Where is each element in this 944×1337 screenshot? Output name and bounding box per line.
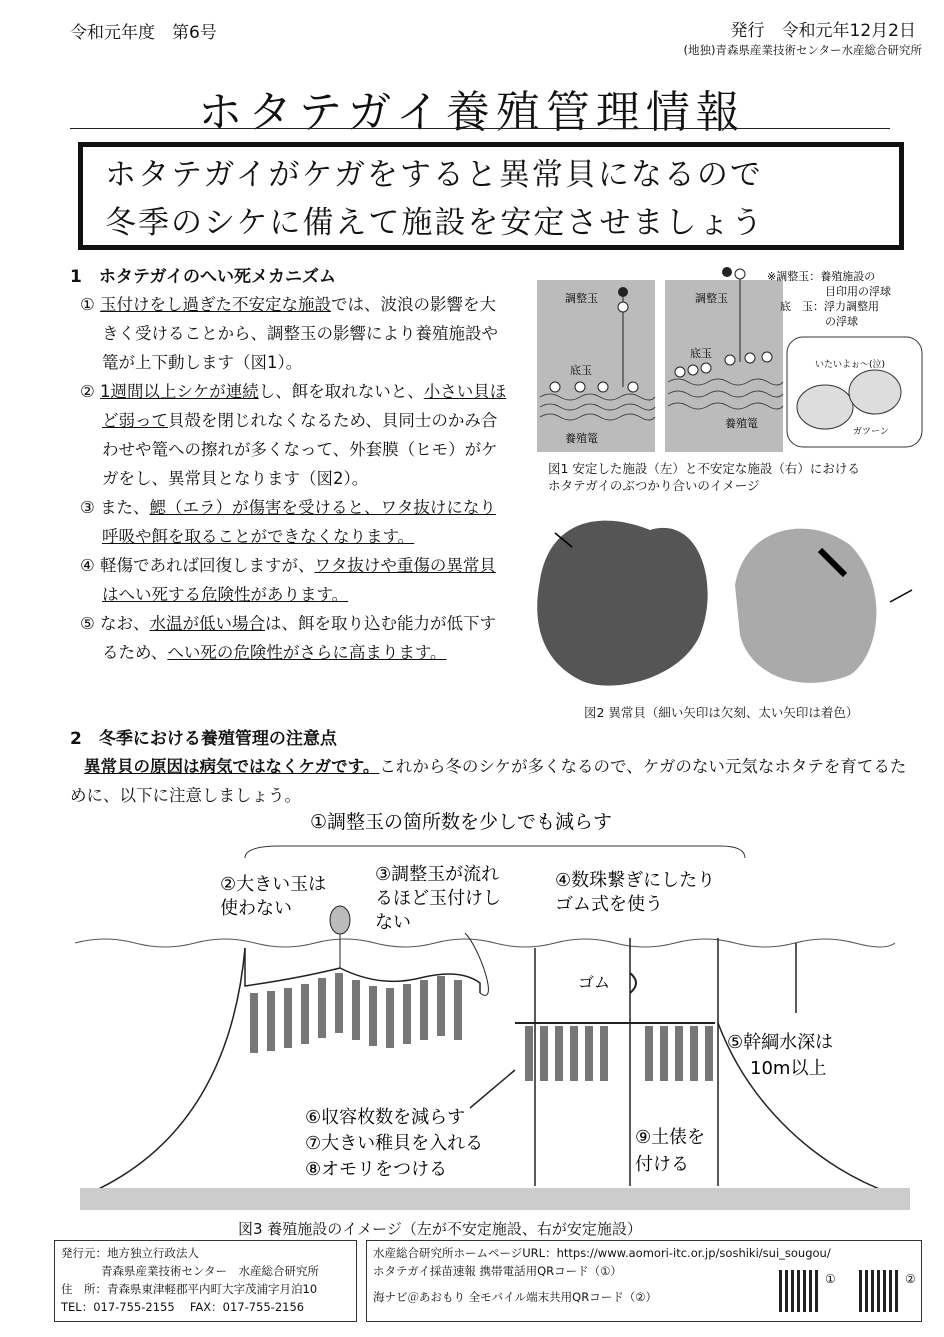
qr-label: ② [905,1272,916,1286]
qr-label: ① [825,1272,836,1286]
item-number: ① [80,295,95,314]
item-text: 貝殻を閉じれなくなるため、貝同士のかみ合わせや篭への擦れが多くなって、外套膜（ヒモ）がケガをし、異常貝となります（図2）。 [102,411,498,488]
item-emphasis: ワタ抜けや重傷の異常貝はへい死する危険性があります。 [102,556,496,604]
links-box [366,1240,922,1322]
headline-line2: 冬季のシケに備えて施設を安定させましょう [105,205,765,241]
lead-emphasis: 異常貝の原因は病気ではなくケガです。 [84,757,380,776]
fig1-adjust-float [618,287,628,297]
fig1-note: ※調整玉：養殖施設の [767,270,876,283]
fig3-label-4b: ゴム式を使う [555,894,663,915]
item-text: では、波浪の影響を大きく受けることから、調整玉の影響により養殖施設や篭が上下動します（図1）。 [102,295,498,372]
figure1-illustration [535,262,925,457]
fig3-anchor-line [90,948,245,1193]
qr-caption: 海ナビ＠あおもり 全モバイル端末共用QRコード（②） [373,1290,658,1304]
fig1-float [675,367,685,377]
fig3-label-2a: ②大きい玉は [220,874,327,895]
fig3-label-3a: ③調整玉が流れ [375,864,500,885]
fig1-float [598,382,608,392]
figure3-diagram [60,808,930,1218]
figure2-photos [520,505,920,700]
qr-code-icon[interactable] [779,1270,821,1312]
fig1-float [701,363,711,373]
caption-line: ホタテガイのぶつかり合いのイメージ [548,478,760,493]
fig3-label-8: ⑧オモリをつける [305,1159,448,1180]
abnormal-shell-photo [537,521,707,686]
headline-box [78,142,904,250]
publisher-line: 発行元：地方独立行政法人 [61,1246,199,1260]
title-divider [70,128,890,129]
publisher-org: (地独)青森県産業技術センター水産総合研究所 [683,43,922,57]
item-number: ⑤ [80,614,95,633]
fig1-note: 目印用の浮球 [825,285,891,298]
list-item [80,551,510,609]
figure3-caption: 図3 養殖施設のイメージ（左が不安定施設、右が安定施設） [238,1220,642,1238]
section1-heading: 1 ホタテガイのへい死メカニズム [70,267,336,287]
item-number: ③ [80,498,95,517]
fig1-float [688,365,698,375]
address-line: 住 所：青森県東津軽郡平内町大字茂浦字月泊10 [61,1282,318,1296]
list-item [80,609,510,667]
item-text: し、餌を取れないと、 [258,382,424,401]
fig3-label-3b: るほど玉付けし [375,888,501,909]
item-emphasis: 水温が低い場合 [149,614,266,633]
page-title: ホタテガイ養殖管理情報 [198,87,746,138]
item-emphasis: 1週間以上シケが連続 [100,382,259,401]
issue-date: 発行 令和元年12月2日 [730,21,916,41]
lead-text: これから冬のシケが多くなるので、ケガのない元気なホタテを育てるために、以下に注意しましょう。 [70,757,907,805]
fig1-label-adjust: 調整玉 [565,292,598,305]
footer [54,1240,924,1324]
abnormal-shell-photo [735,529,876,683]
fig3-label-9a: ⑨土俵を [635,1127,706,1148]
rubber-icon [630,973,636,993]
thin-arrow-icon [890,590,912,602]
section1-list [80,290,510,667]
contact-line: TEL：017-755-2155 FAX：017-755-2156 [61,1300,305,1314]
fig1-note: 底 玉：浮力調整用 [780,300,879,313]
headline-line1: ホタテガイがケガをすると異常貝になるので [105,157,763,193]
fig3-label-5a: ⑤幹綱水深は [727,1032,834,1053]
publisher-box [54,1240,357,1322]
section2-heading: 2 冬季における養殖管理の注意点 [70,729,337,749]
publisher-line: 青森県産業技術センター 水産総合研究所 [101,1264,320,1278]
item-text: 軽傷であれば回復しますが、 [100,556,315,575]
fig1-bubble-text: ガツーン [853,427,889,437]
fig1-scallop [797,385,853,429]
item-emphasis: へい死の危険性がさらに高まります。 [167,643,447,662]
figure1-caption [548,460,860,494]
fig1-note: の浮球 [825,315,858,328]
unstable-cages [250,973,462,1053]
fig1-label-bottom: 底玉 [570,364,592,377]
list-item [80,493,510,551]
fig1-bubble-text: いたいよぉ～(泣) [815,360,886,370]
fig1-float [618,302,628,312]
fig3-label-4a: ④数珠繋ぎにしたり [555,870,716,891]
fig1-float [735,269,745,279]
fig1-float [550,382,560,392]
item-emphasis: 玉付けをし過ぎた不安定な施設 [100,295,332,314]
qr-code-icon[interactable] [859,1270,901,1312]
fig1-left-panel [537,280,655,452]
fig1-label-cage: 養殖篭 [725,417,758,430]
fig3-label-7: ⑦大きい稚貝を入れる [305,1133,484,1154]
fig3-label-6: ⑥収容枚数を減らす [305,1107,466,1128]
fig3-brace [245,846,745,858]
fig1-float [745,353,755,363]
qr-caption: ホタテガイ採苗速報 携帯電話用QRコード（①） [373,1264,622,1278]
fig1-float [762,352,772,362]
seabed [80,1188,910,1210]
item-text: は、餌を取り込む能力が低下するため、 [102,614,497,662]
item-text: また、 [100,498,150,517]
pointer-arrow-icon [470,1070,515,1108]
fig1-label-adjust: 調整玉 [695,292,728,305]
item-emphasis: 小さい貝ほど弱って [102,382,507,430]
fig3-rope [465,933,488,995]
fig3-label-top: ①調整玉の箇所数を少しでも減らす [310,811,613,833]
homepage-url[interactable]: 水産総合研究所ホームページURL：https://www.aomori-itc.or.jp/soshiki/sui_sougou/ [373,1246,831,1260]
fig1-float [575,382,585,392]
figure2-caption: 図2 異常貝（細い矢印は欠刻、太い矢印は着色） [584,705,859,720]
fig3-label-2b: 使わない [220,898,292,919]
fig3-label-9b: 付ける [635,1154,689,1175]
caption-line: 図1 安定した施設（左）と不安定な施設（右）における [548,461,860,476]
fig1-float [725,355,735,365]
sea-surface [75,939,895,947]
list-item [80,377,510,493]
list-item [80,290,510,377]
fig1-scallop [849,370,901,414]
fig1-label-cage: 養殖篭 [565,432,598,445]
issue-label: 令和元年度 第6号 [70,23,217,43]
fig1-right-panel [665,280,783,452]
large-float-icon [330,906,350,934]
section2-lead [70,752,920,810]
fig3-label-3c: ない [375,912,411,933]
item-emphasis: 鰓（エラ）が傷害を受けると、ワタ抜けになり呼吸や餌を取ることができなくなります。 [102,498,496,546]
item-number: ④ [80,556,95,575]
fig1-label-bottom: 底玉 [690,347,712,360]
fig1-adjust-float [722,267,732,277]
stable-cages [525,1026,713,1081]
item-number: ② [80,382,95,401]
fig3-label-rubber: ゴム [578,973,611,992]
fig3-label-5b: 10m以上 [750,1058,827,1079]
fig1-float [628,382,638,392]
item-text: なお、 [100,614,150,633]
